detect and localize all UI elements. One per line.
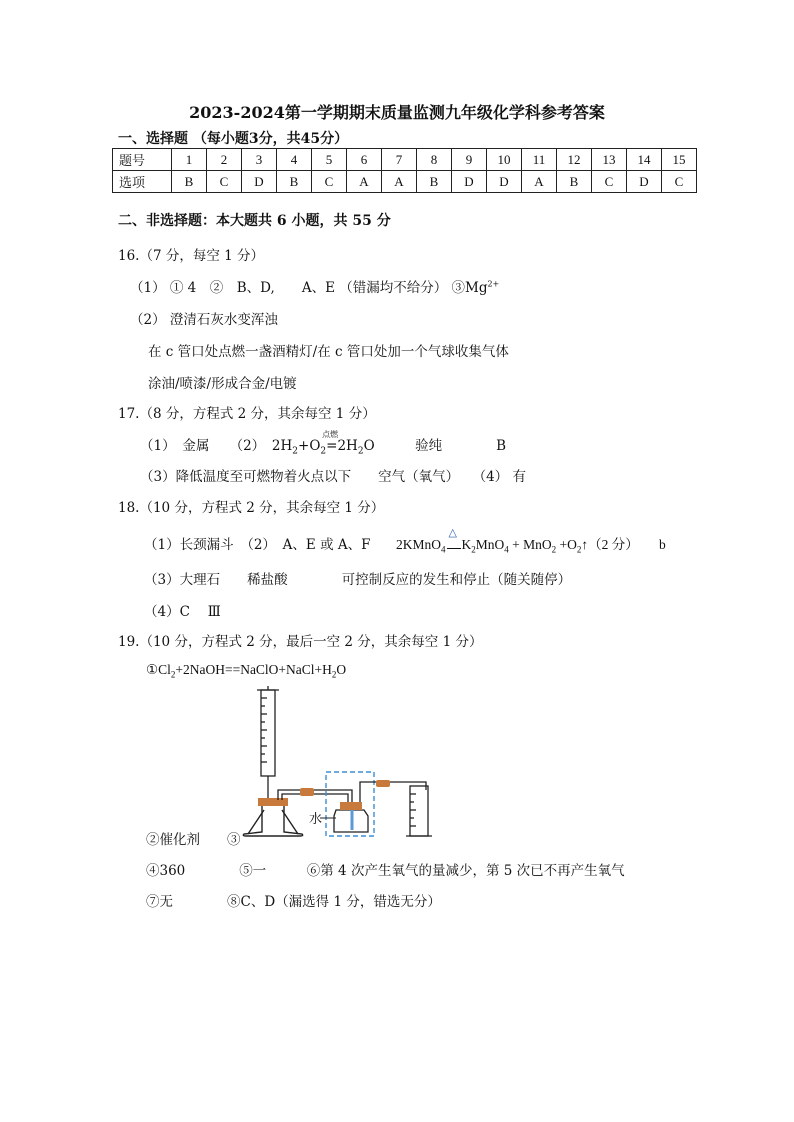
table-cell: B — [417, 171, 452, 193]
q18-header: 18.（10 分，方程式 2 分，其余每空 1 分） — [118, 500, 385, 516]
table-cell: 12 — [557, 149, 592, 171]
table-cell: D — [452, 171, 487, 193]
q17-text-a: （1） 金属 （2） 2H — [140, 438, 293, 454]
eq-part: MnO — [475, 537, 505, 552]
syringe-icon — [257, 686, 279, 806]
connecting-tube — [278, 790, 352, 802]
table-cell: A — [382, 171, 417, 193]
heat-icon: △ — [448, 527, 457, 539]
q16-line2: （2） 澄清石灰水变浑浊 — [130, 312, 278, 328]
table-cell: 3 — [242, 149, 277, 171]
page-title: 2023-2024第一学期期末质量监测九年级化学科参考答案 — [189, 103, 605, 122]
q17-text-c: =2H — [326, 438, 358, 454]
q18-line3: （4）C Ⅲ — [144, 604, 221, 620]
section1-note: （每小题3分，共45分） — [192, 131, 349, 147]
table-cell: 6 — [347, 149, 382, 171]
table-cell: 11 — [522, 149, 557, 171]
q18-text-a: （1）长颈漏斗 （2） A、E 或 A、F — [144, 537, 371, 553]
subscript: 2 — [170, 669, 176, 680]
flask-icon — [243, 804, 302, 836]
eq-part: +O — [556, 537, 577, 552]
table-cell: 4 — [277, 149, 312, 171]
q19-line3: ④360 ⑤一 ⑥第 4 次产生氧气的量减少，第 5 次已不再产生氧气 — [146, 863, 625, 879]
table-cell: D — [487, 171, 522, 193]
subscript: 2 — [292, 446, 299, 457]
q16-header: 16.（7 分，每空 1 分） — [118, 248, 265, 264]
reaction-condition: 点燃 — [322, 430, 339, 439]
q18-equation — [396, 527, 666, 555]
q16-charge: 2+ — [487, 279, 500, 289]
q16-line4: 涂油/喷漆/形成合金/电镀 — [148, 376, 297, 392]
q19-header: 19.（10 分，方程式 2 分，最后一空 2 分，其余每空 1 分） — [118, 634, 483, 650]
q17-header: 17.（8 分，方程式 2 分，其余每空 1 分） — [118, 406, 376, 422]
q17-line1 — [140, 430, 507, 457]
reaction-arrow — [322, 430, 358, 454]
table-cell: C — [207, 171, 242, 193]
apparatus-diagram — [240, 686, 440, 838]
bottle-stopper — [340, 802, 362, 810]
q19-line2: ②催化剂 ③ — [146, 832, 241, 848]
q16-line1 — [130, 276, 499, 296]
q18-line1 — [144, 533, 370, 553]
eq-part: ↑（2 分） b — [581, 537, 666, 552]
answer-table — [112, 148, 697, 193]
table-cell: 5 — [312, 149, 347, 171]
subscript: 2 — [471, 544, 476, 555]
tube-joint — [376, 780, 390, 787]
section1-title: 一、选择题 — [118, 131, 188, 147]
table-cell: 2 — [207, 149, 242, 171]
q17-text-b: +O — [298, 438, 321, 454]
eq-part: O — [336, 662, 347, 677]
flask-stopper — [258, 798, 288, 806]
graduated-cylinder-icon — [406, 786, 432, 836]
q17-line2: （3）降低温度至可燃物着火点以下 空气（氧气） （4） 有 — [140, 469, 526, 485]
table-row-answers — [113, 171, 697, 193]
table-cell: 7 — [382, 149, 417, 171]
table-cell: A — [522, 171, 557, 193]
table-cell: 14 — [627, 149, 662, 171]
table-cell: B — [277, 171, 312, 193]
table-row-numbers — [113, 149, 697, 171]
subscript: 4 — [441, 544, 446, 555]
eq-part: K — [461, 537, 472, 552]
row-label: 题号 — [113, 149, 172, 171]
eq-part: 2KMnO — [396, 537, 442, 552]
eq-part: + MnO — [508, 537, 552, 552]
q17-text-d: O 验纯 B — [363, 438, 507, 454]
table-cell: 15 — [662, 149, 697, 171]
table-cell: 9 — [452, 149, 487, 171]
row-label: 选项 — [113, 171, 172, 193]
subscript: 2 — [320, 446, 327, 457]
section2-heading: 二、非选择题：本大题共 6 小题，共 55 分 — [118, 213, 391, 229]
subscript: 2 — [551, 544, 557, 555]
q16-line1-text: （1） ① 4 ② B、D, A、E （错漏均不给分） ③Mg — [130, 280, 488, 296]
eq-part: ①Cl — [146, 662, 171, 677]
table-cell: 8 — [417, 149, 452, 171]
q18-line2: （3）大理石 稀盐酸 可控制反应的发生和停止（随关随停） — [144, 572, 572, 588]
table-cell: 13 — [592, 149, 627, 171]
table-cell: C — [662, 171, 697, 193]
connecting-tube-inner — [282, 794, 348, 802]
subscript: 4 — [504, 544, 509, 555]
water-label: 水 — [309, 812, 323, 827]
subscript: 2 — [357, 446, 364, 457]
table-cell: 1 — [172, 149, 207, 171]
q19-line4: ⑦无 ⑧C、D（漏选得 1 分，错选无分） — [146, 894, 441, 910]
table-cell: 10 — [487, 149, 522, 171]
reaction-equals — [447, 527, 461, 549]
subscript: 2 — [331, 669, 337, 680]
table-cell: A — [347, 171, 382, 193]
q19-equation — [146, 662, 346, 680]
table-cell: B — [557, 171, 592, 193]
table-cell: C — [592, 171, 627, 193]
q16-line3: 在 c 管口处点燃一盏酒精灯/在 c 管口处加一个气球收集气体 — [148, 344, 509, 360]
subscript: 2 — [576, 544, 582, 555]
tube-joint — [300, 788, 314, 796]
eq-part: +2NaOH==NaClO+NaCl+H — [175, 662, 332, 677]
table-cell: D — [242, 171, 277, 193]
table-cell: D — [627, 171, 662, 193]
table-cell: C — [312, 171, 347, 193]
section1-heading — [118, 128, 348, 148]
table-cell: B — [172, 171, 207, 193]
